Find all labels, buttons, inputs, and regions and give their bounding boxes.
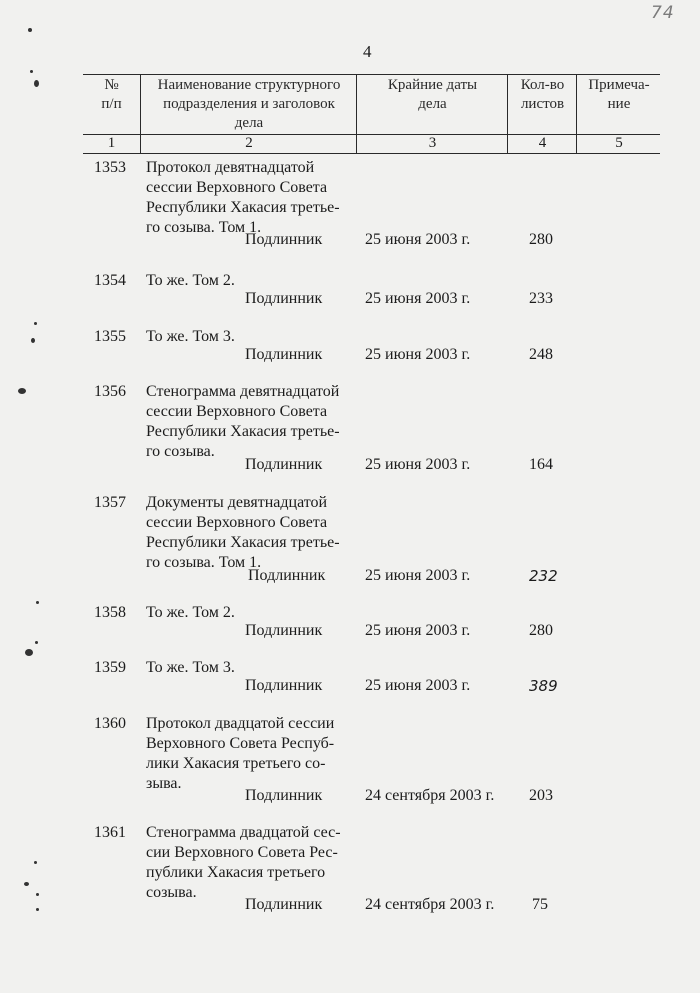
- record-number: 1357: [94, 494, 126, 511]
- scan-speck: [34, 322, 37, 325]
- header-col-sheets: Кол-во листов: [507, 74, 577, 134]
- record-title: То же. Том 3.: [146, 659, 235, 676]
- record-title: То же. Том 2.: [146, 272, 235, 289]
- scan-speck: [28, 28, 32, 32]
- col-number-5: 5: [576, 134, 661, 153]
- record-number: 1355: [94, 328, 126, 345]
- record-sheet-count: 75: [532, 896, 548, 913]
- col-number-1: 1: [107, 135, 116, 151]
- scan-speck: [18, 388, 26, 394]
- record-sheet-count: 280: [529, 622, 553, 639]
- record-number: 1358: [94, 604, 126, 621]
- record-type: Подлинник: [245, 622, 323, 639]
- col-number-4: 4: [507, 134, 577, 153]
- record-sheet-count: 203: [529, 787, 553, 804]
- record-sheet-count: 389: [529, 677, 558, 695]
- header-col-title: Наименование структурного подразделения и заголовок дела: [140, 74, 357, 134]
- record-sheet-count: 233: [529, 290, 553, 307]
- record-sheet-count: 280: [529, 231, 553, 248]
- scan-speck: [24, 882, 29, 886]
- archive-sheet-mark: 74: [651, 3, 675, 23]
- scan-speck: [34, 861, 37, 864]
- record-title: То же. Том 3.: [146, 328, 235, 345]
- scan-speck: [36, 908, 39, 911]
- header-col-number: № п/п: [101, 77, 122, 112]
- record-title: Документы девятнадцатой сессии Верховного Совета Республики Хакасия третье- го созыва. Том 1.: [146, 494, 340, 571]
- record-dates: 25 июня 2003 г.: [365, 346, 471, 363]
- record-dates: 24 сентября 2003 г.: [365, 896, 495, 913]
- record-type: Подлинник: [245, 290, 323, 307]
- record-title: Протокол девятнадцатой сессии Верховного Совета Республики Хакасия третье- го созыва. Том 1.: [146, 159, 340, 236]
- record-type: Подлинник: [248, 567, 326, 584]
- page-number: 4: [363, 42, 372, 61]
- scan-speck: [30, 70, 33, 73]
- scan-speck: [35, 641, 38, 644]
- record-dates: 25 июня 2003 г.: [365, 231, 471, 248]
- scan-speck: [36, 601, 39, 604]
- record-sheet-count: 248: [529, 346, 553, 363]
- record-type: Подлинник: [245, 456, 323, 473]
- record-number: 1359: [94, 659, 126, 676]
- record-type: Подлинник: [245, 231, 323, 248]
- record-type: Подлинник: [245, 677, 323, 694]
- record-title: Протокол двадцатой сессии Верховного Совета Респуб- лики Хакасия третьего со- зыва.: [146, 715, 335, 792]
- record-type: Подлинник: [245, 346, 323, 363]
- record-type: Подлинник: [245, 896, 323, 913]
- scan-speck: [36, 893, 39, 896]
- col-number-3: 3: [356, 134, 508, 153]
- record-type: Подлинник: [245, 787, 323, 804]
- record-dates: 25 июня 2003 г.: [365, 567, 471, 584]
- scan-speck: [31, 338, 35, 343]
- scan-speck: [34, 80, 39, 87]
- record-dates: 24 сентября 2003 г.: [365, 787, 495, 804]
- col-number-2: 2: [140, 134, 357, 153]
- record-number: 1353: [94, 159, 126, 176]
- record-number: 1354: [94, 272, 126, 289]
- record-number: 1361: [94, 824, 126, 841]
- record-number: 1360: [94, 715, 126, 732]
- record-sheet-count: 164: [529, 456, 553, 473]
- record-number: 1356: [94, 383, 126, 400]
- record-dates: 25 июня 2003 г.: [365, 677, 471, 694]
- record-dates: 25 июня 2003 г.: [365, 456, 471, 473]
- table-number-row-border: [83, 153, 660, 154]
- header-col-dates: Крайние даты дела: [356, 74, 508, 134]
- record-dates: 25 июня 2003 г.: [365, 622, 471, 639]
- record-title: Стенограмма девятнадцатой сессии Верховного Совета Республики Хакасия третье- го созыва.: [146, 383, 340, 460]
- record-title: То же. Том 2.: [146, 604, 235, 621]
- record-dates: 25 июня 2003 г.: [365, 290, 471, 307]
- scan-speck: [25, 649, 33, 656]
- record-title: Стенограмма двадцатой сес- сии Верховного Совета Рес- публики Хакасия третьего созыва.: [146, 824, 341, 901]
- header-col-notes: Примеча- ние: [576, 74, 661, 134]
- record-sheet-count: 232: [529, 567, 558, 585]
